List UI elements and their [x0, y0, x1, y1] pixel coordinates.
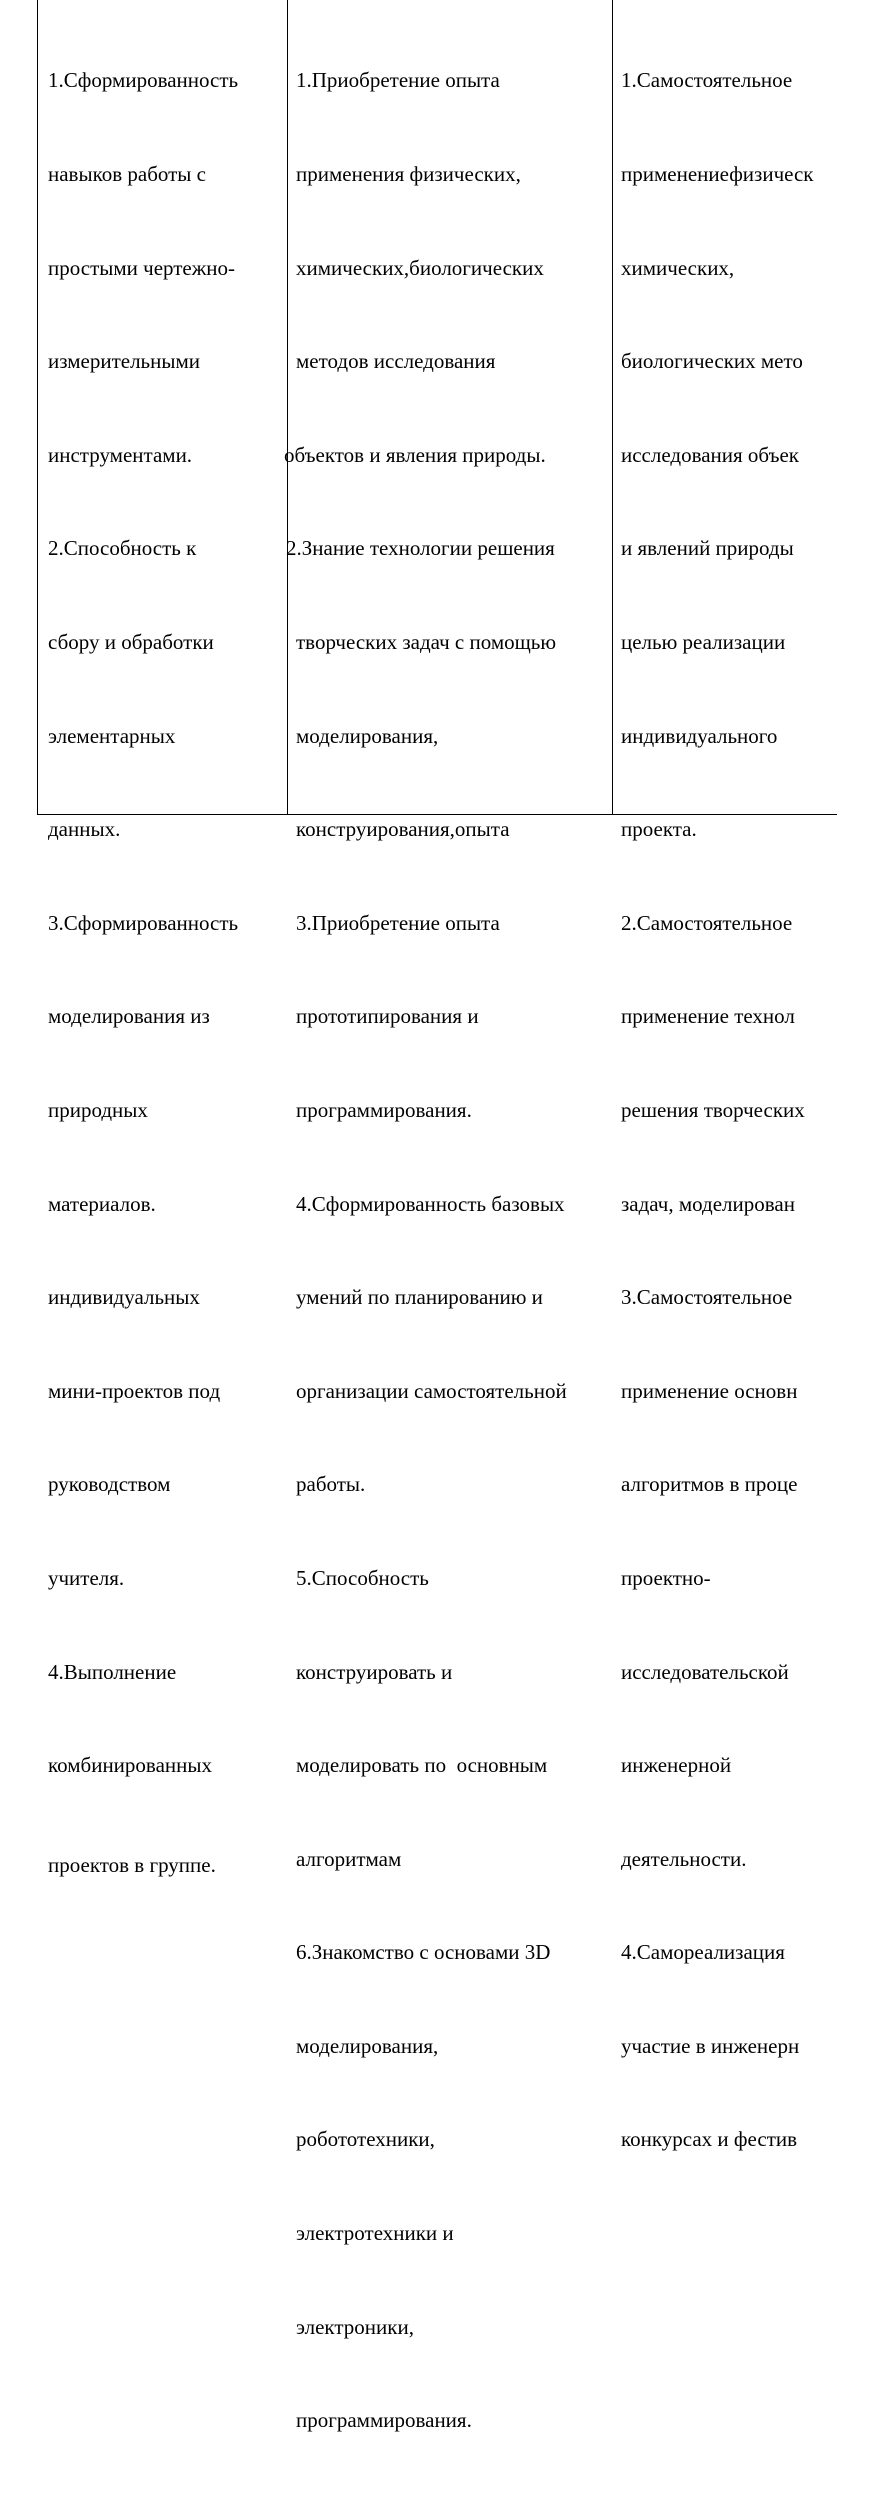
cell-text-column-3 [621, 3, 814, 2218]
text-line: программирования. [296, 2408, 472, 2433]
text-line: индивидуальных [48, 1285, 200, 1310]
text-line: организации самостоятельной [296, 1378, 567, 1403]
cell-text-column-2 [284, 3, 567, 2499]
text-line: 1.Самостоятельное [621, 68, 793, 93]
text-line: алгоритмам [296, 1846, 402, 1871]
text-line: 4.Самореализация [621, 1940, 785, 1965]
text-line: конструировать и [296, 1659, 453, 1684]
text-line: простыми чертежно- [48, 255, 235, 280]
text-line: инструментами. [48, 442, 193, 467]
text-line: 3.Сформированность [48, 910, 239, 935]
text-line: химических,биологических [296, 255, 544, 280]
text-line: участие в инженерн [621, 2033, 800, 2058]
text-line: руководством [48, 1472, 171, 1497]
text-line: мини-проектов под [48, 1378, 221, 1403]
text-line: проектно- [621, 1565, 711, 1590]
cell-text-column-1 [48, 3, 238, 1943]
text-line: применения физических, [296, 162, 521, 186]
text-line: 2.Самостоятельное [621, 910, 793, 935]
text-line: работы. [296, 1472, 366, 1497]
text-line: объектов и явления природы. [284, 442, 546, 467]
table-cell-column-3 [613, 0, 873, 2152]
text-line: навыков работы с [48, 162, 206, 186]
text-line: 5.Способность [296, 1565, 429, 1590]
text-line: комбинированных [48, 1753, 212, 1778]
text-line: сбору и обработки [48, 629, 214, 654]
text-line: 1.Сформированность [48, 68, 239, 93]
text-line: измерительными [48, 349, 201, 374]
table-cell-column-2 [284, 0, 613, 2433]
text-line: умений по планированию и [296, 1285, 543, 1310]
text-line: элементарных [48, 723, 176, 748]
text-line: инженерной [621, 1753, 732, 1778]
text-line: электротехники и [296, 2221, 454, 2246]
text-line: целью реализации [621, 629, 786, 654]
text-line: исследования объек [621, 442, 799, 467]
text-line: 1.Приобретение опыта [296, 68, 500, 93]
text-line: моделирования из [48, 1004, 210, 1029]
text-line: моделирования, [296, 2033, 439, 2058]
text-line: химических, [621, 255, 735, 280]
text-line: учителя. [48, 1565, 125, 1590]
text-line: программирования. [296, 1097, 472, 1122]
text-line: и явлений природы [621, 536, 794, 561]
text-line: конструирования,опыта [296, 817, 510, 842]
text-line: моделирования, [296, 723, 439, 748]
text-line: прототипирования и [296, 1004, 479, 1029]
text-line: деятельности. [621, 1846, 747, 1871]
text-line: индивидуального [621, 723, 778, 748]
text-line: исследовательской [621, 1659, 789, 1684]
text-line: 6.Знакомство с основами 3D [296, 1940, 551, 1965]
text-line: конкурсах и фестив [621, 2127, 798, 2152]
text-line: материалов. [48, 1191, 156, 1216]
text-line: природных [48, 1097, 148, 1122]
text-line: применениефизическ [621, 162, 814, 186]
text-line: 4.Выполнение [48, 1659, 177, 1684]
table [37, 0, 837, 2433]
text-line: 3.Самостоятельное [621, 1285, 793, 1310]
text-line: электроники, [296, 2314, 414, 2339]
text-line: 2.Способность к [48, 536, 197, 561]
text-line: моделировать по основным [296, 1753, 548, 1778]
text-line: биологических мето [621, 349, 803, 374]
text-line: применение основн [621, 1378, 798, 1403]
text-line: решения творческих [621, 1097, 805, 1122]
text-line: робототехники, [296, 2127, 435, 2152]
text-line: задач, моделирован [621, 1191, 795, 1216]
text-line: методов исследования [296, 349, 496, 374]
text-line: проектов в группе. [48, 1852, 216, 1877]
text-line: 2.Знание технологии решения [286, 536, 555, 561]
table-cell-column-1 [38, 0, 288, 1877]
text-line: 3.Приобретение опыта [296, 910, 500, 935]
text-line: творческих задач с помощью [296, 629, 557, 654]
text-line: 4.Сформированность базовых [296, 1191, 565, 1216]
text-line: проекта. [621, 817, 697, 842]
text-line: данных. [48, 817, 121, 842]
text-line: алгоритмов в проце [621, 1472, 798, 1497]
text-line: применение технол [621, 1004, 795, 1029]
